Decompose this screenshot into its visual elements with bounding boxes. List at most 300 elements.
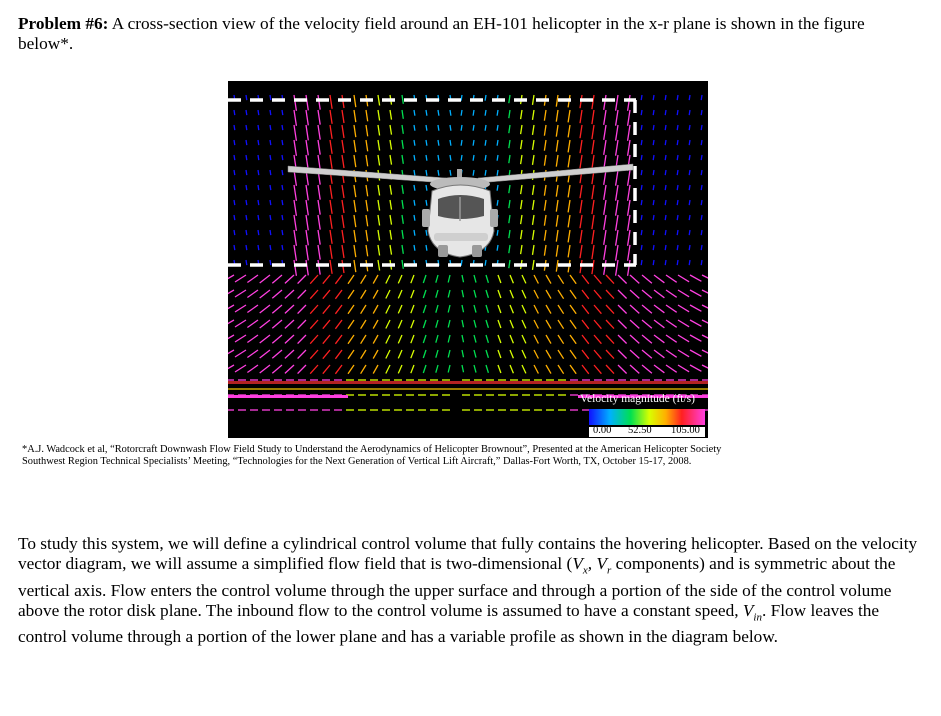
velocity-vector (285, 350, 294, 358)
velocity-vector (282, 185, 283, 190)
velocity-vector (533, 215, 535, 225)
velocity-vector (568, 200, 570, 212)
velocity-vector (558, 350, 564, 359)
velocity-vector (330, 110, 332, 124)
velocity-vector (534, 305, 538, 314)
velocity-vector (234, 110, 235, 115)
velocity-vector (546, 365, 551, 374)
velocity-vector (323, 305, 330, 314)
legend-tick-mid: 52.50 (628, 425, 652, 436)
velocity-vector (485, 95, 486, 101)
velocity-vector (247, 290, 258, 298)
velocity-vector (509, 260, 510, 268)
velocity-vector (318, 185, 320, 200)
velocity-vector (641, 95, 642, 100)
velocity-vector (330, 125, 332, 139)
velocity-vector (228, 305, 234, 312)
velocity-vector (438, 125, 439, 131)
velocity-vector (270, 215, 271, 220)
velocity-vector (342, 215, 344, 228)
velocity-vector (306, 230, 308, 245)
velocity-field-figure (228, 81, 708, 438)
velocity-vector (509, 95, 510, 103)
velocity-vector (677, 215, 678, 220)
velocity-vector (294, 200, 296, 216)
velocity-vector (448, 290, 450, 298)
velocity-vector (390, 215, 392, 225)
velocity-vector (258, 215, 259, 220)
velocity-vector (474, 275, 476, 283)
velocity-vector (533, 125, 535, 135)
velocity-vector (423, 305, 426, 313)
velocity-vector (556, 245, 558, 257)
velocity-vector (546, 335, 551, 344)
velocity-vector (323, 335, 330, 344)
velocity-vector (689, 140, 690, 145)
velocity-vector (604, 125, 606, 140)
velocity-vector (450, 140, 451, 146)
velocity-vector (228, 275, 234, 282)
velocity-vector (258, 245, 259, 250)
velocity-vector (228, 350, 234, 357)
velocity-vector (294, 185, 296, 201)
velocity-vector (474, 320, 476, 328)
velocity-vector (522, 275, 526, 283)
body-text-3: . Flow leaves the control volume through a portion of the lower plane and has a variable profile as shown in the diagram below. (18, 600, 880, 647)
problem-statement (18, 14, 923, 54)
velocity-vector (398, 275, 402, 283)
velocity-vector (653, 95, 654, 100)
velocity-vector (361, 320, 366, 329)
velocity-vector (235, 275, 246, 282)
velocity-vector (246, 260, 247, 265)
velocity-vector (485, 140, 486, 146)
velocity-vector (498, 290, 501, 298)
velocity-vector (348, 350, 354, 359)
velocity-vector (641, 185, 642, 190)
velocity-vector (485, 125, 486, 131)
velocity-vector (702, 305, 708, 311)
velocity-vector (247, 275, 258, 283)
velocity-vector (234, 245, 235, 250)
velocity-vector (450, 125, 451, 131)
velocity-vector (354, 155, 356, 167)
velocity-vector (533, 200, 535, 210)
velocity-vector (323, 290, 330, 299)
vin-subscript: in (753, 611, 762, 624)
velocity-vector (486, 305, 488, 313)
velocity-vector (282, 200, 283, 205)
velocity-vector (348, 320, 354, 329)
velocity-vector (533, 230, 535, 240)
velocity-vector (616, 215, 618, 231)
velocity-vector (330, 215, 332, 229)
velocity-vector (335, 335, 342, 344)
velocity-vector (533, 140, 535, 150)
velocity-vector (414, 125, 415, 131)
velocity-vector (558, 335, 564, 344)
velocity-vector (426, 200, 427, 206)
velocity-vector (678, 320, 689, 327)
velocity-vector (366, 215, 368, 226)
velocity-vector (366, 185, 368, 196)
velocity-vector (318, 95, 320, 110)
velocity-vector (641, 215, 642, 220)
velocity-vector (510, 350, 513, 358)
velocity-vector (665, 155, 666, 160)
velocity-vector (373, 335, 378, 344)
velocity-vector (485, 260, 486, 266)
velocity-vector (604, 95, 606, 110)
velocity-vector (402, 215, 403, 224)
body-paragraph (18, 534, 928, 647)
velocity-vector (558, 365, 564, 374)
velocity-vector (342, 125, 344, 138)
velocity-vector (556, 215, 558, 227)
velocity-vector (411, 350, 414, 358)
velocity-vector (486, 350, 488, 358)
velocity-vector (310, 320, 318, 329)
velocity-vector (606, 290, 614, 299)
velocity-vector (701, 125, 702, 130)
velocity-vector (641, 170, 642, 175)
velocity-vector (618, 275, 627, 284)
velocity-vector (366, 155, 368, 166)
velocity-vector (558, 305, 564, 314)
velocity-vector (568, 230, 570, 242)
velocity-vector (701, 245, 702, 250)
velocity-vector (348, 305, 354, 314)
velocity-vector (378, 245, 380, 256)
velocity-vector (544, 110, 546, 121)
velocity-vector (462, 350, 464, 357)
velocity-vector (701, 230, 702, 235)
velocity-vector (258, 200, 259, 205)
velocity-vector (247, 335, 258, 343)
velocity-vector (270, 200, 271, 205)
velocity-vector (606, 350, 614, 359)
velocity-vector (522, 350, 526, 358)
velocity-vector (630, 290, 639, 298)
velocity-vector (666, 305, 677, 312)
citation: *A.J. Wadcock et al, “Rotorcraft Downwash Flow Field Study to Understand the Aerodynamics of Helicopter Brownout”, Presented at the American Helicopter Society Southwest Region Technical Specialists’ Meeting, “Technologies for the Next Generation of Vertical Lift Aircraft,” Dallas-Fort Worth, TX, October 15-17, 2008. (22, 444, 722, 467)
velocity-vector (361, 275, 366, 284)
velocity-vector (272, 335, 282, 343)
velocity-vector (604, 215, 606, 230)
velocity-vector (398, 290, 402, 298)
velocity-vector (474, 350, 476, 358)
velocity-vector (570, 290, 576, 299)
velocity-vector (270, 95, 271, 100)
velocity-vector (702, 365, 708, 371)
legend-title: Velocity magnitude (ft/s) (580, 393, 695, 405)
velocity-vector (556, 125, 558, 137)
velocity-vector (426, 245, 427, 251)
velocity-vector (378, 230, 380, 241)
velocity-vector (373, 365, 378, 374)
velocity-vector (702, 320, 708, 326)
velocity-vector (702, 335, 708, 341)
velocity-vector (318, 230, 320, 245)
velocity-vector (426, 230, 427, 236)
velocity-vector (653, 245, 654, 250)
velocity-vector (398, 305, 402, 313)
velocity-vector (436, 275, 438, 283)
velocity-vector (701, 260, 702, 265)
velocity-vector (592, 260, 594, 274)
velocity-vector (522, 365, 526, 373)
velocity-vector (386, 275, 390, 284)
velocity-vector (366, 200, 368, 211)
velocity-vector (272, 290, 282, 298)
velocity-vector (306, 260, 308, 275)
velocity-vector (641, 140, 642, 145)
velocity-vector (270, 170, 271, 175)
velocity-vector (556, 95, 558, 107)
velocity-vector (544, 155, 546, 166)
velocity-vector (354, 230, 356, 242)
velocity-vector (310, 305, 318, 314)
velocity-vector (580, 215, 582, 228)
velocity-vector (294, 95, 296, 111)
velocity-vector (450, 155, 451, 161)
velocity-vector (689, 125, 690, 130)
velocity-vector (653, 140, 654, 145)
velocity-vector (628, 125, 630, 141)
velocity-vector (342, 200, 344, 213)
velocity-vector (246, 170, 247, 175)
velocity-vector (618, 350, 627, 359)
velocity-vector (604, 260, 606, 275)
velocity-vector (390, 110, 392, 120)
velocity-vector (234, 185, 235, 190)
velocity-vector (630, 335, 639, 343)
velocity-vector (294, 140, 296, 156)
velocity-vector (390, 185, 392, 195)
velocity-vector (592, 155, 594, 169)
velocity-vector (361, 365, 366, 374)
velocity-vector (342, 230, 344, 243)
velocity-vector (330, 230, 332, 244)
velocity-vector (630, 365, 639, 373)
velocity-vector (665, 95, 666, 100)
velocity-vector (582, 320, 589, 329)
velocity-vector (386, 320, 390, 329)
velocity-vector (318, 155, 320, 170)
velocity-vector (354, 95, 356, 107)
velocity-vector (306, 140, 308, 155)
velocity-vector (665, 125, 666, 130)
velocity-vector (378, 95, 380, 106)
velocity-vector (398, 320, 402, 328)
velocity-vector (330, 155, 332, 169)
velocity-vector (630, 305, 639, 313)
velocity-vector (378, 110, 380, 121)
velocity-vector (390, 140, 392, 150)
velocity-vector (604, 245, 606, 260)
velocity-vector (272, 275, 282, 283)
velocity-vector (677, 110, 678, 115)
velocity-vector (677, 95, 678, 100)
velocity-vector (411, 320, 414, 328)
velocity-vector (335, 275, 342, 284)
velocity-vector (510, 290, 513, 298)
velocity-vector (234, 140, 235, 145)
velocity-vector (580, 125, 582, 138)
velocity-vector (234, 170, 235, 175)
velocity-vector (282, 230, 283, 235)
velocity-vector (436, 305, 438, 313)
velocity-vector (509, 245, 510, 253)
velocity-vector (665, 200, 666, 205)
velocity-vector (582, 350, 589, 359)
velocity-vector (348, 275, 354, 284)
velocity-vector (689, 215, 690, 220)
velocity-vector (604, 140, 606, 155)
velocity-vector (533, 95, 535, 105)
velocity-vector (594, 350, 601, 359)
velocity-vector (509, 125, 510, 133)
velocity-vector (294, 245, 296, 261)
velocity-vector (556, 200, 558, 212)
velocity-vector (628, 170, 630, 186)
velocity-vector (285, 275, 294, 283)
velocity-vector (246, 140, 247, 145)
velocity-vector (402, 155, 403, 164)
velocity-vector (366, 230, 368, 241)
velocity-vector (666, 275, 677, 282)
velocity-vector (689, 185, 690, 190)
velocity-vector (594, 305, 601, 314)
velocity-vector (570, 275, 576, 284)
velocity-vector (568, 140, 570, 152)
velocity-vector (558, 320, 564, 329)
velocity-vector (690, 290, 701, 296)
velocity-vector (486, 365, 488, 373)
velocity-vector (521, 215, 522, 224)
velocity-vector (235, 365, 246, 372)
velocity-vector (423, 275, 426, 283)
velocity-vector (438, 110, 439, 116)
velocity-vector (282, 140, 283, 145)
velocity-vector (521, 125, 522, 134)
velocity-vector (285, 290, 294, 298)
velocity-vector (342, 140, 344, 153)
velocity-vector (306, 215, 308, 230)
velocity-vector (568, 185, 570, 197)
velocity-vector (386, 290, 390, 299)
velocity-vector (677, 140, 678, 145)
velocity-vector (294, 215, 296, 231)
velocity-vector (498, 320, 501, 328)
velocity-vector (592, 245, 594, 259)
velocity-vector (616, 140, 618, 156)
velocity-vector (294, 230, 296, 246)
velocity-vector (390, 155, 392, 165)
velocity-vector (438, 140, 439, 146)
velocity-vector (285, 305, 294, 313)
velocity-vector (390, 200, 392, 210)
velocity-vector (616, 245, 618, 261)
velocity-vector (270, 125, 271, 130)
velocity-vector (366, 245, 368, 256)
velocity-vector (677, 185, 678, 190)
velocity-vector (373, 350, 378, 359)
velocity-vector (677, 155, 678, 160)
velocity-vector (402, 110, 403, 119)
velocity-vector (378, 215, 380, 226)
velocity-vector (486, 335, 488, 343)
velocity-vector (556, 230, 558, 242)
velocity-vector (568, 110, 570, 122)
velocity-vector (318, 215, 320, 230)
velocity-vector (486, 320, 488, 328)
velocity-vector (306, 200, 308, 215)
velocity-vector (270, 185, 271, 190)
velocity-vector (378, 260, 380, 271)
velocity-vector (582, 335, 589, 344)
velocity-vector (282, 155, 283, 160)
velocity-vector (606, 320, 614, 329)
velocity-vector (461, 260, 462, 266)
velocity-vector (298, 305, 306, 314)
legend-tick-max: 105.00 (671, 425, 700, 436)
velocity-vector (235, 305, 246, 312)
velocity-vector (546, 290, 551, 299)
velocity-vector (653, 155, 654, 160)
velocity-vector (411, 290, 414, 298)
velocity-vector (677, 245, 678, 250)
velocity-vector (461, 110, 462, 116)
velocity-vector (448, 365, 450, 373)
velocity-vector (702, 290, 708, 296)
velocity-vector (234, 215, 235, 220)
velocity-vector (594, 290, 601, 299)
velocity-vector (604, 200, 606, 215)
velocity-vector (423, 290, 426, 298)
velocity-vector (689, 200, 690, 205)
velocity-vector (616, 185, 618, 201)
velocity-vector (522, 290, 526, 298)
velocity-vector (270, 140, 271, 145)
velocity-vector (270, 260, 271, 265)
velocity-vector (448, 275, 450, 283)
velocity-vector (342, 185, 344, 198)
velocity-vector (450, 110, 451, 116)
velocity-vector (628, 185, 630, 201)
velocity-vector (438, 155, 439, 161)
velocity-vector (461, 155, 462, 161)
velocity-vector (246, 95, 247, 100)
velocity-vector (665, 245, 666, 250)
velocity-vector (335, 290, 342, 299)
velocity-vector (436, 365, 438, 373)
velocity-vector (436, 335, 438, 343)
velocity-vector (373, 320, 378, 329)
velocity-vector (642, 320, 652, 328)
velocity-vector (497, 155, 498, 161)
velocity-vector (533, 260, 535, 270)
velocity-vector (258, 230, 259, 235)
body-text-2: components) and is symmetric about the vertical axis. Flow enters the control volume through the upper surface and through a portion of the side of the control volume above the rotor disk plane. The inbound flow to the control volume is assumed to have a constant speed, (18, 554, 896, 620)
velocity-vector (260, 350, 270, 358)
velocity-vector (534, 335, 538, 344)
velocity-vector (448, 350, 450, 358)
velocity-vector (701, 185, 702, 190)
problem-label: Problem #6: (18, 14, 109, 33)
velocity-vector (628, 260, 630, 276)
velocity-vector (654, 365, 664, 373)
